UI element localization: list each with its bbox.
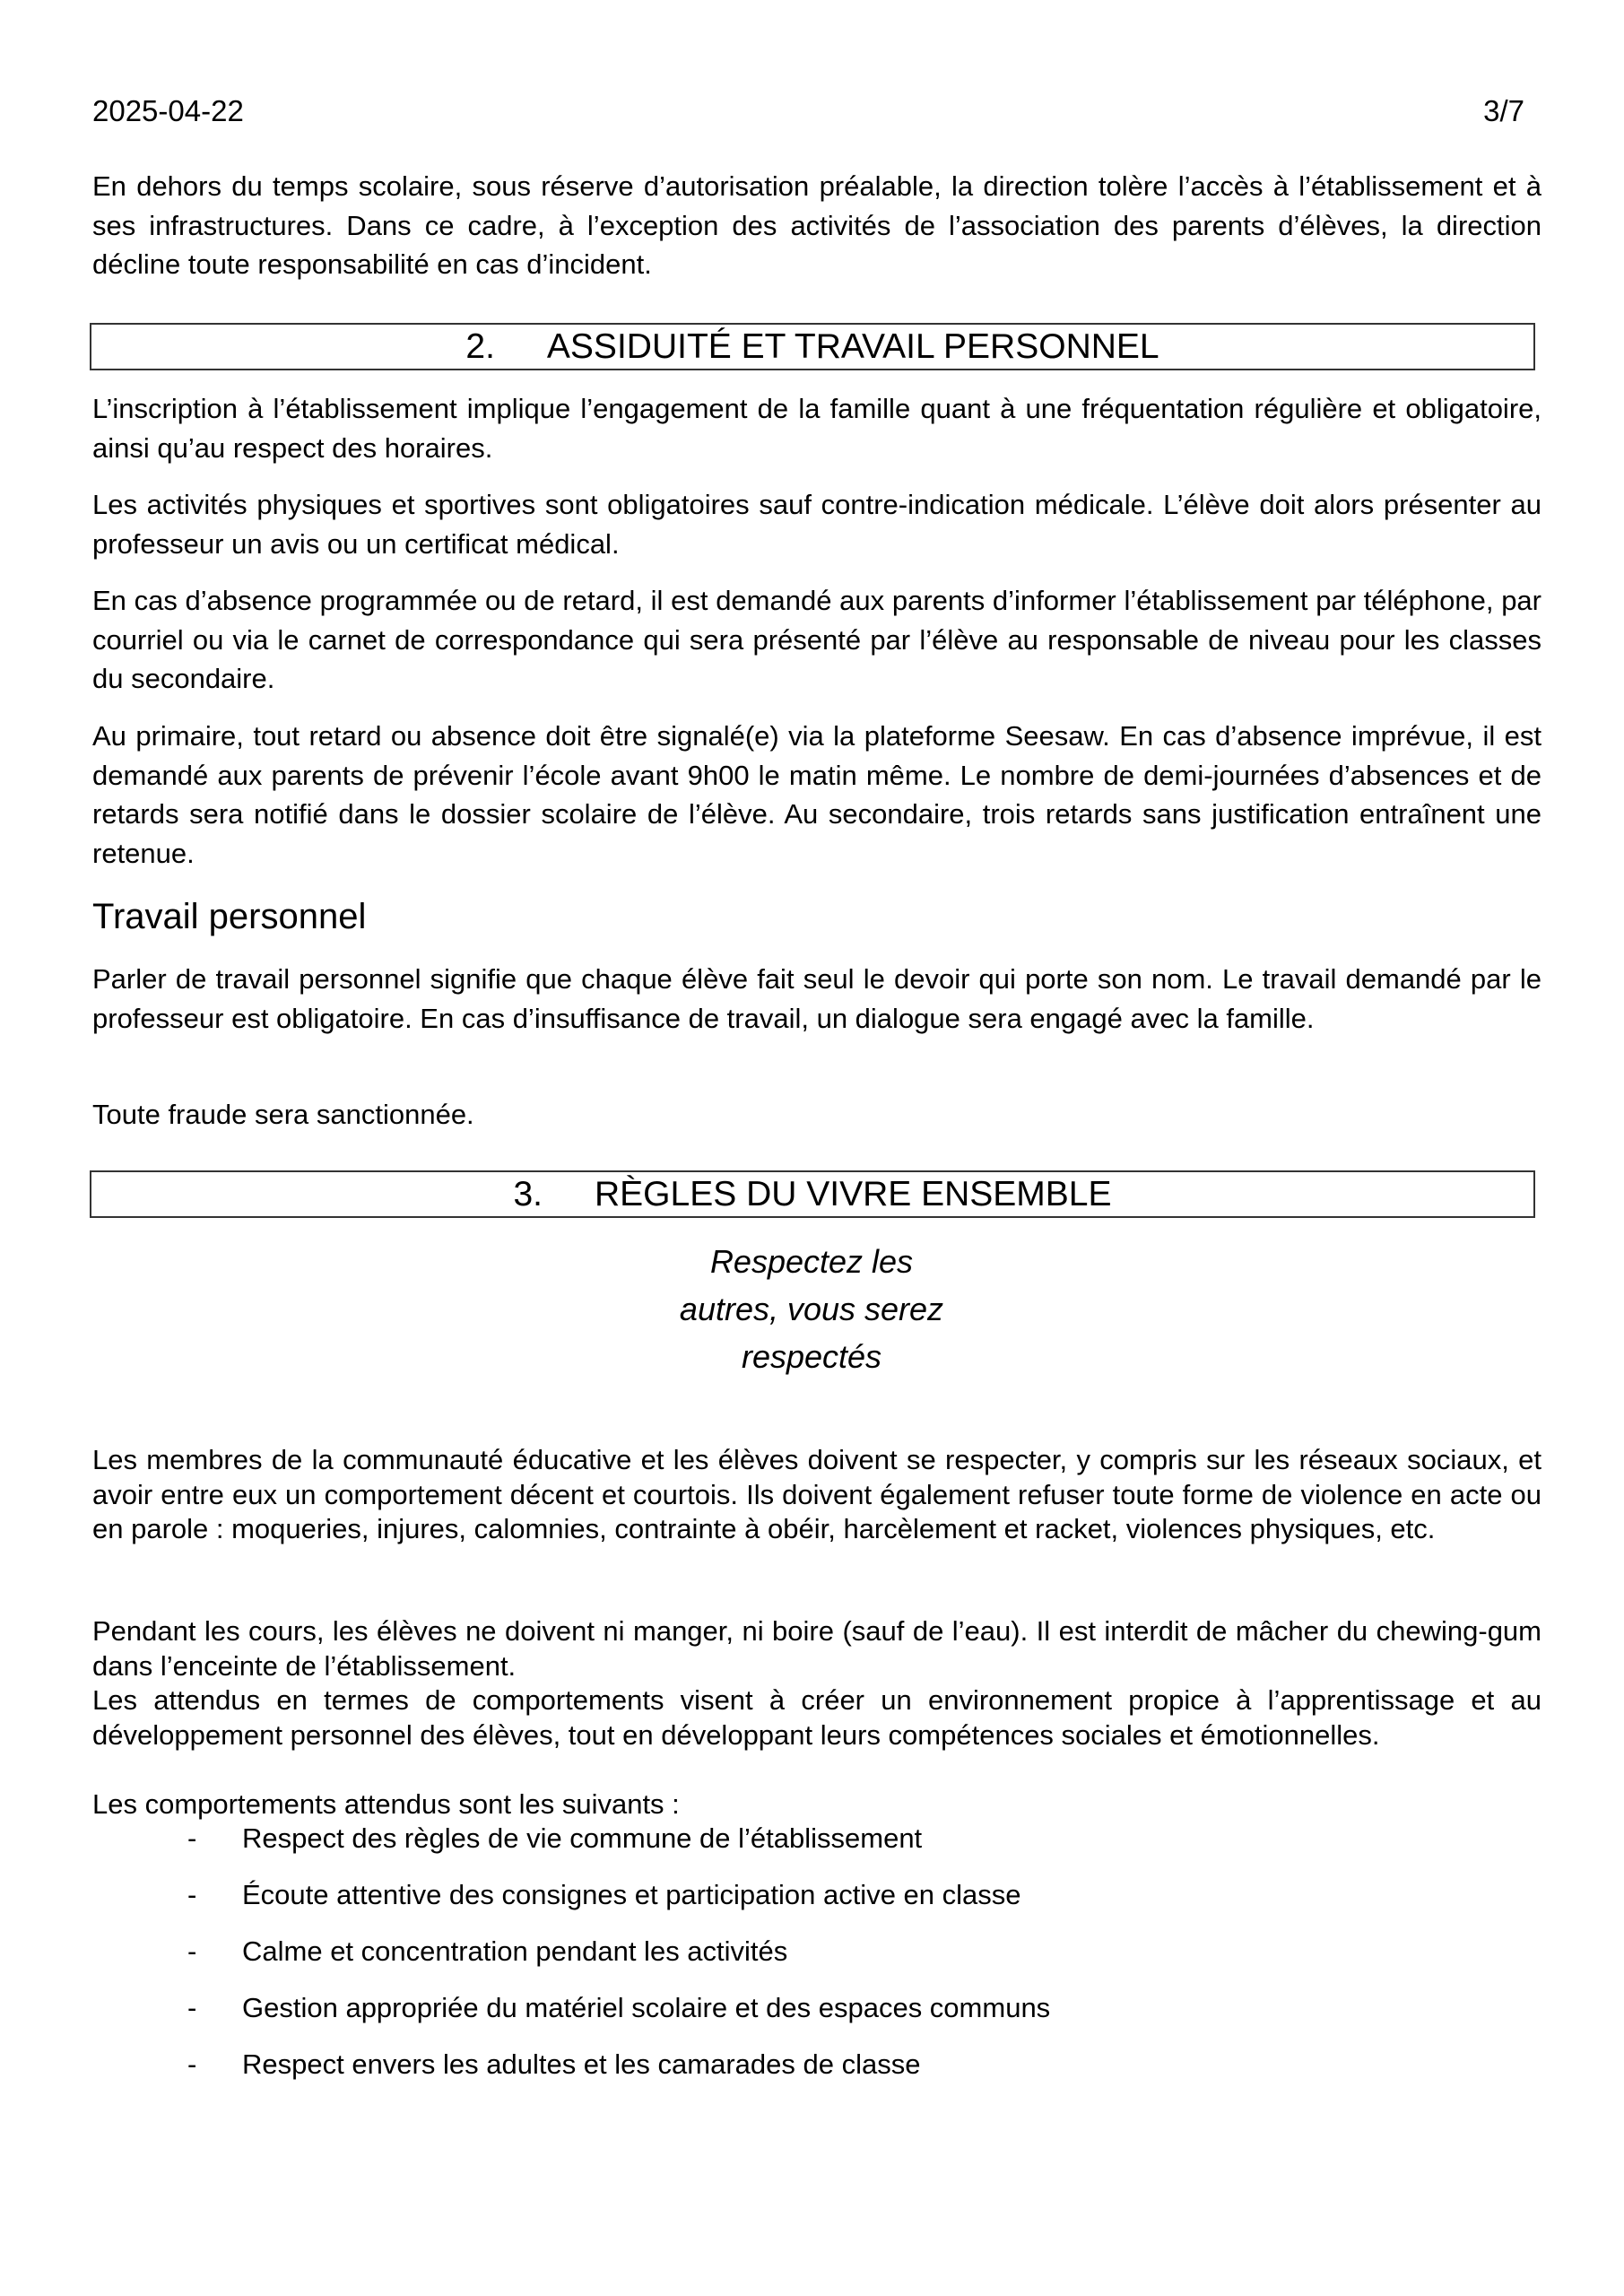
section-3-heading: [90, 1170, 1535, 1218]
list-item-text: Écoute attentive des consignes et participation active en classe: [242, 1879, 1021, 1910]
section-2-paragraph: Les activités physiques et sportives sont obligatoires sauf contre-indication médicale. L’élève doit alors présenter au professeur un avis ou un certificat médical.: [92, 489, 1541, 560]
section-2-title: ASSIDUITÉ ET TRAVAIL PERSONNEL: [546, 327, 1159, 366]
section-2-heading: [90, 323, 1535, 370]
section-2-number: 2.: [465, 327, 495, 366]
motto-line: respectés: [741, 1338, 882, 1375]
dash-bullet-icon: -: [187, 1992, 197, 2023]
dash-bullet-icon: -: [187, 1822, 197, 1854]
subsection-title: Travail personnel: [92, 897, 367, 936]
subsection-paragraph: Parler de travail personnel signifie que chaque élève fait seul le devoir qui porte son nom. Le travail demandé par le professeur est obligatoire. En cas d’insuffisance de travail, un dialogue sera engagé avec la famille.: [92, 963, 1541, 1034]
section-2-paragraph: En cas d’absence programmée ou de retard, il est demandé aux parents d’informer l’établissement par téléphone, par courriel ou via le carnet de correspondance qui sera présenté par l’élève au responsable de niveau pour les classes du secondaire.: [92, 585, 1541, 694]
list-item: [187, 1991, 1050, 2025]
section-3-title: RÈGLES DU VIVRE ENSEMBLE: [595, 1175, 1112, 1213]
motto-line: Respectez les: [709, 1243, 914, 1280]
motto: [628, 1238, 995, 1380]
list-intro: Les comportements attendus sont les suivants :: [92, 1788, 680, 1820]
section-3-paragraph: Les attendus en termes de comportements visent à créer un environnement propice à l’apprentissage et au développement personnel des élèves, tout en développant leurs compétences sociales et émotionnelles.: [92, 1684, 1541, 1751]
document-date: 2025-04-22: [92, 94, 244, 127]
list-item-text: Calme et concentration pendant les activités: [242, 1935, 788, 1967]
section-3-number: 3.: [513, 1175, 543, 1213]
intro-paragraph: En dehors du temps scolaire, sous réserve d’autorisation préalable, la direction tolère l’accès à l’établissement et à ses infrastructures. Dans ce cadre, à l’exception des activités de l’association des parents d’élèves, la direction décline toute responsabilité en cas d’incident.: [92, 170, 1541, 280]
section-2-paragraph: L’inscription à l’établissement implique l’engagement de la famille quant à une fréquentation régulière et obligatoire, ainsi qu’au respect des horaires.: [92, 393, 1541, 464]
list-item: [187, 1878, 1021, 1912]
section-2-paragraph: Au primaire, tout retard ou absence doit être signalé(e) via la plateforme Seesaw. En cas d’absence imprévue, il est demandé aux parents de prévenir l’école avant 9h00 le matin même. Le nombre de demi-journées d’absences et de retards sera notifié dans le dossier scolaire de l’élève. Au secondaire, trois retards sans justification entraînent une retenue.: [92, 720, 1541, 869]
list-item-text: Respect des règles de vie commune de l’établissement: [242, 1822, 923, 1854]
list-item-text: Respect envers les adultes et les camarades de classe: [242, 2048, 921, 2080]
list-item-text: Gestion appropriée du matériel scolaire et des espaces communs: [242, 1992, 1051, 2023]
section-3-paragraph: Les membres de la communauté éducative et les élèves doivent se respecter, y compris sur les réseaux sociaux, et avoir entre eux un comportement décent et courtois. Ils doivent également refuser toute forme de violence en acte ou en parole : moqueries, injures, calomnies, contrainte à obéir, harcèlement et racket, violences physiques, etc.: [92, 1444, 1541, 1544]
section-3-paragraph: Pendant les cours, les élèves ne doivent ni manger, ni boire (sauf de l’eau). Il est interdit de mâcher du chewing-gum dans l’enceinte de l’établissement.: [92, 1615, 1541, 1682]
list-item: [187, 1935, 787, 1969]
dash-bullet-icon: -: [187, 1879, 197, 1910]
list-item: [187, 2048, 920, 2082]
dash-bullet-icon: -: [187, 2048, 197, 2080]
list-item: [187, 1822, 922, 1856]
page-number: 3/7: [1483, 94, 1524, 127]
subsection-paragraph: Toute fraude sera sanctionnée.: [92, 1099, 474, 1130]
dash-bullet-icon: -: [187, 1935, 197, 1967]
motto-line: autres, vous serez: [679, 1291, 944, 1327]
